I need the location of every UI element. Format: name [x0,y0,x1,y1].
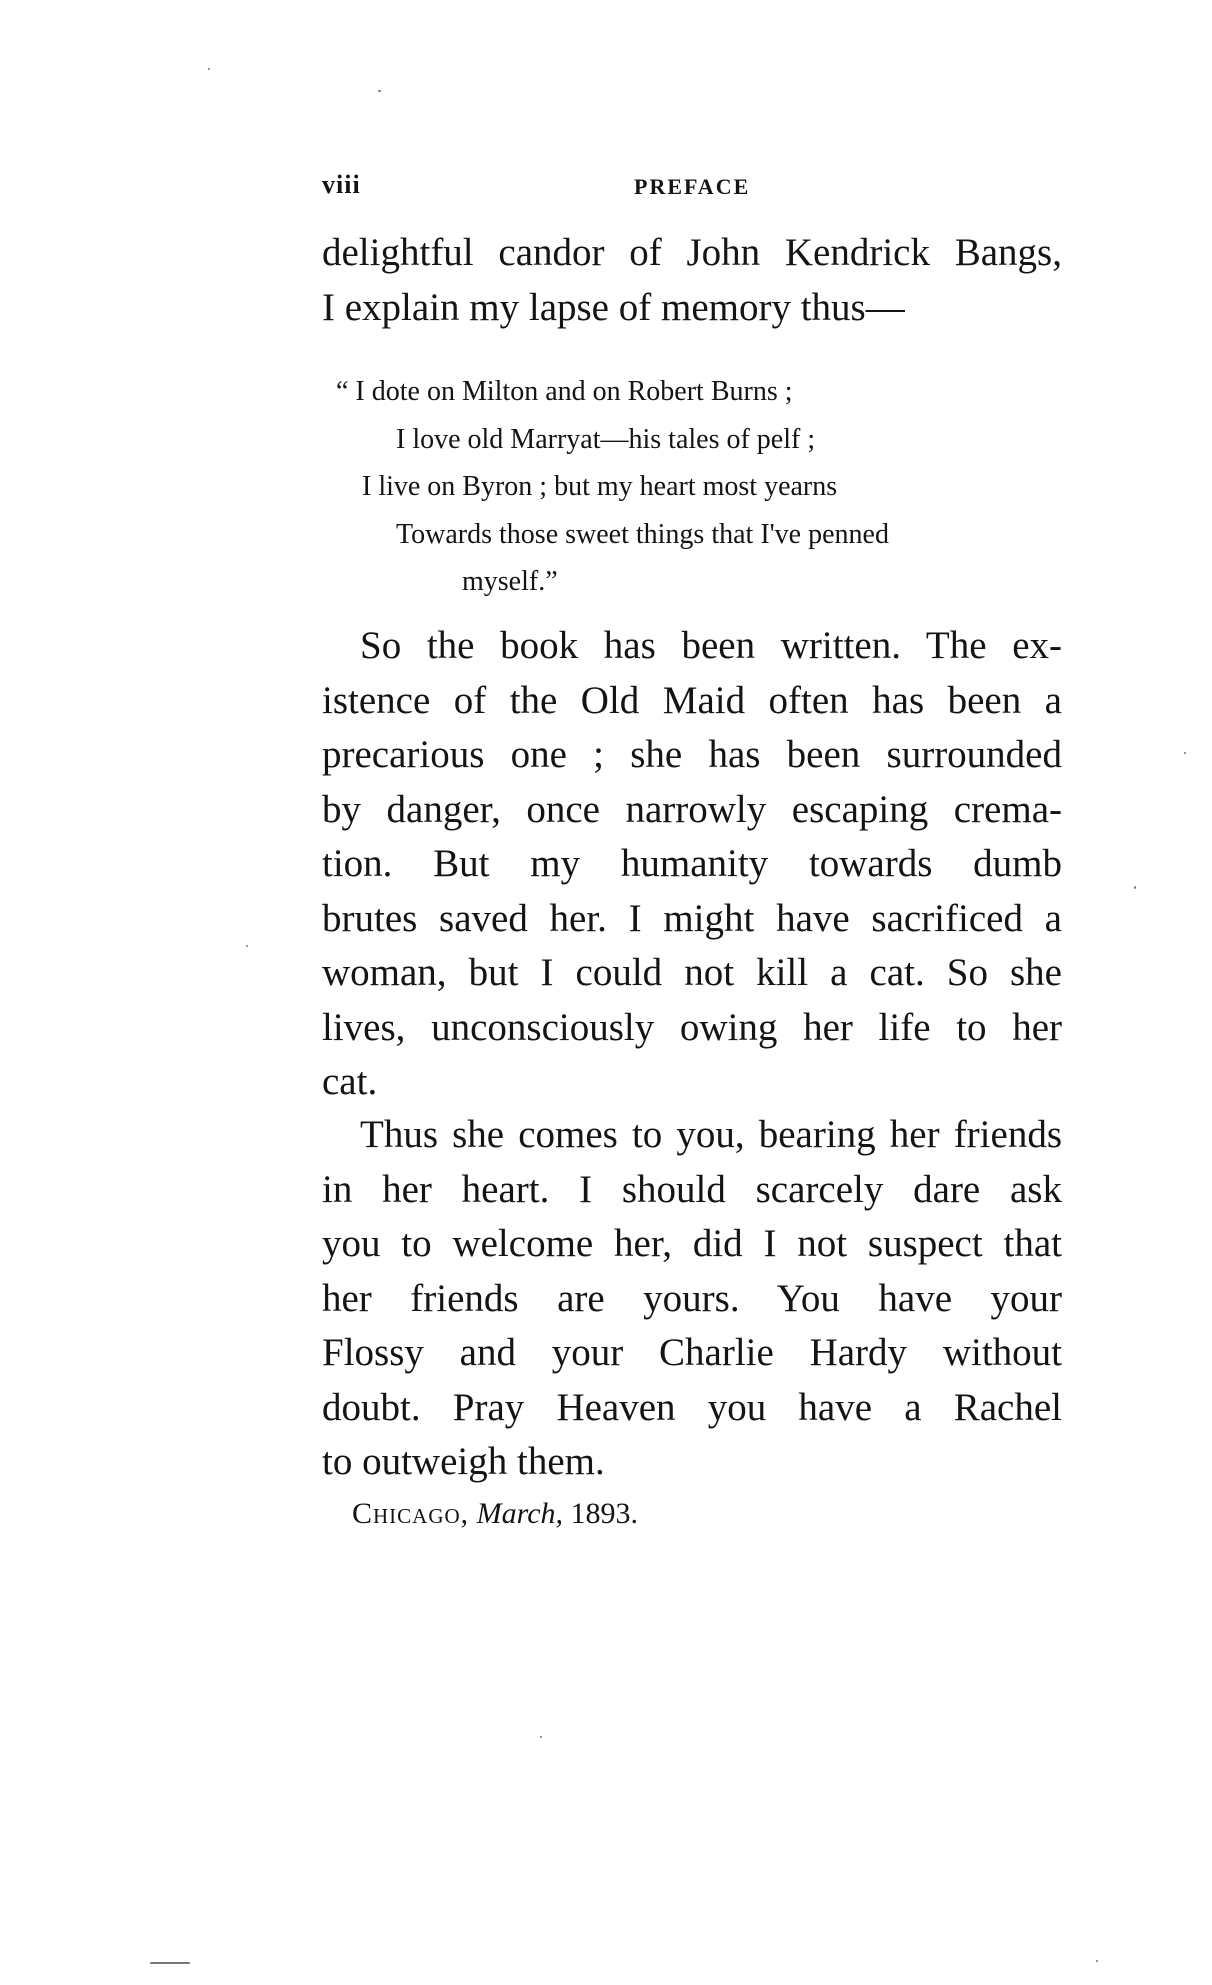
text-line: I explain my lapse of memory thus— [322,285,905,329]
verse-line: Towards those sweet things that I've penned [396,518,889,550]
running-head: PREFACE [634,174,751,199]
paper-speck [1096,1960,1098,1962]
signature-year: 1893. [570,1497,639,1530]
text-line: Flossy and your Charlie Hardy without [322,1331,1062,1374]
signature-month: March, [476,1497,564,1530]
text-line: you to welcome her, did I not suspect that [322,1222,1062,1265]
page-number: viii [322,170,361,199]
text-line: precarious one ; she has been surrounded [322,733,1062,776]
signature-line [352,1497,638,1531]
text-line: woman, but I could not kill a cat. So she [322,951,1062,994]
text-line: by danger, once narrowly escaping crema- [322,787,1062,831]
paper-speck [540,1736,542,1738]
verse-line: “ I dote on Milton and on Robert Burns ; [336,376,793,407]
page-header [322,170,1062,210]
text-line: lives, unconsciously owing her life to her [322,1005,1062,1049]
text-line: istence of the Old Maid often has been a [322,678,1062,722]
text-line: in her heart. I should scarcely dare ask [322,1167,1062,1211]
text-line: tion. But my humanity towards dumb [322,842,1062,885]
text-line: doubt. Pray Heaven you have a Rachel [322,1385,1062,1429]
continued-paragraph [322,226,1062,335]
text-line: Thus she comes to you, bearing her friends [360,1113,1062,1156]
paper-speck [150,1962,190,1964]
paper-speck [208,68,210,70]
text-line: to outweigh them. [322,1440,605,1483]
text-line: So the book has been written. The ex- [360,624,1062,667]
paper-speck [378,90,381,92]
paper-speck [246,945,248,947]
text-line: cat. [322,1060,378,1103]
verse-quotation [322,368,1062,606]
verse-line: I live on Byron ; but my heart most yearns [362,471,838,502]
paper-speck [1184,752,1186,754]
paper-speck [1134,886,1136,889]
paragraph-book-written [322,619,1062,1110]
text-line: brutes saved her. I might have sacrificed a [322,896,1062,940]
paragraph-comes-to-you [322,1108,1062,1490]
text-line: delightful candor of John Kendrick Bangs, [322,231,1062,274]
signature-place: Chicago, [352,1497,470,1530]
verse-line: myself.” [462,566,558,597]
text-line: her friends are yours. You have your [322,1276,1062,1320]
verse-line: I love old Marryat—his tales of pelf ; [396,423,816,455]
